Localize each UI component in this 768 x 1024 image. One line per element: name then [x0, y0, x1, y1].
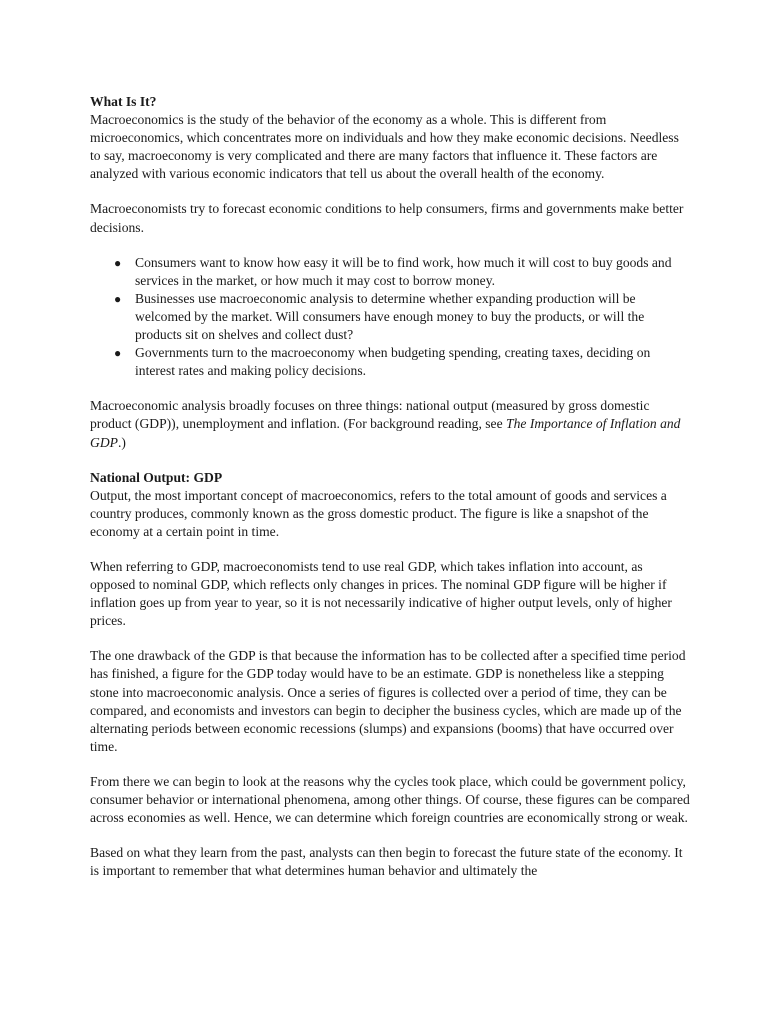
forecast-paragraph: Macroeconomists try to forecast economic conditions to help consumers, firms and governments make better decisions. [90, 201, 684, 235]
bullet-list [90, 254, 690, 381]
document-page [90, 93, 690, 897]
real-gdp-paragraph: When referring to GDP, macroeconomists tend to use real GDP, which takes inflation into account, as opposed to nominal GDP, which reflects only changes in prices. The nominal GDP figure will be higher if inflation goes up from year to year, so it is not necessarily indicative of higher output levels, only of higher prices. [90, 558, 672, 629]
output-paragraph: Output, the most important concept of macroeconomics, refers to the total amount of goods and services a country produces, commonly known as the gross domestic product. The figure is like a snapshot of the economy at a certain point in time. [90, 487, 667, 539]
bullet-icon: ● [114, 255, 122, 270]
focus-paragraph-text: Macroeconomic analysis broadly focuses on three things: national output (measured by gross domestic product (GDP)), unemployment and inflation. (For background reading, see [90, 398, 650, 432]
focus-paragraph [90, 397, 690, 451]
section-heading-national-output: National Output: GDP [90, 469, 223, 485]
cycles-paragraph: From there we can begin to look at the reasons why the cycles took place, which could be government policy, consumer behavior or international phenomena, among other things. Of course, these figures can be compared across economies as well. Hence, we can determine which foreign countries are economically strong or weak. [90, 773, 690, 826]
drawback-paragraph: The one drawback of the GDP is that because the information has to be collected after a specified time period has finished, a figure for the GDP today would have to be an estimate. GDP is nonetheless like a stepping stone into macroeconomic analysis. Once a series of figures is collected over a period of time, they can be compared, and economists and investors can begin to decipher the business cycles, which are made up of the alternating periods between economic recessions (slumps) and expansions (booms) that have occurred over time. [90, 648, 686, 754]
forecast-future-paragraph: Based on what they learn from the past, analysts can then begin to forecast the future state of the economy. It is important to remember that what determines human behavior and ultimately the [90, 845, 683, 879]
list-item [90, 254, 690, 290]
bullet-icon: ● [114, 346, 122, 361]
list-item-text: Businesses use macroeconomic analysis to determine whether expanding production will be welcomed by the market. Will consumers have enough money to buy the products, or will the products sit on shelves and collect dust? [135, 290, 645, 343]
focus-paragraph-end: .) [117, 434, 126, 450]
intro-paragraph: Macroeconomics is the study of the behavior of the economy as a whole. This is different from microeconomics, which concentrates more on individuals and how they make economic decisions. Needless to say, macroeconomy is very complicated and there are many factors that influence it. These factors are analyzed with various economic indicators that tell us about the overall health of the economy. [90, 112, 679, 182]
list-item [90, 290, 690, 344]
section-heading-what-is-it: What Is It? [90, 94, 157, 109]
list-item-text: Governments turn to the macroeconomy when budgeting spending, creating taxes, deciding on interest rates and making policy decisions. [135, 345, 651, 379]
bullet-icon: ● [114, 291, 122, 306]
reference-link-text: The Importance of Inflation and GDP [90, 416, 681, 450]
list-item [90, 344, 690, 380]
list-item-text: Consumers want to know how easy it will be to find work, how much it will cost to buy goods and services in the market, or how much it may cost to borrow money. [135, 254, 672, 288]
